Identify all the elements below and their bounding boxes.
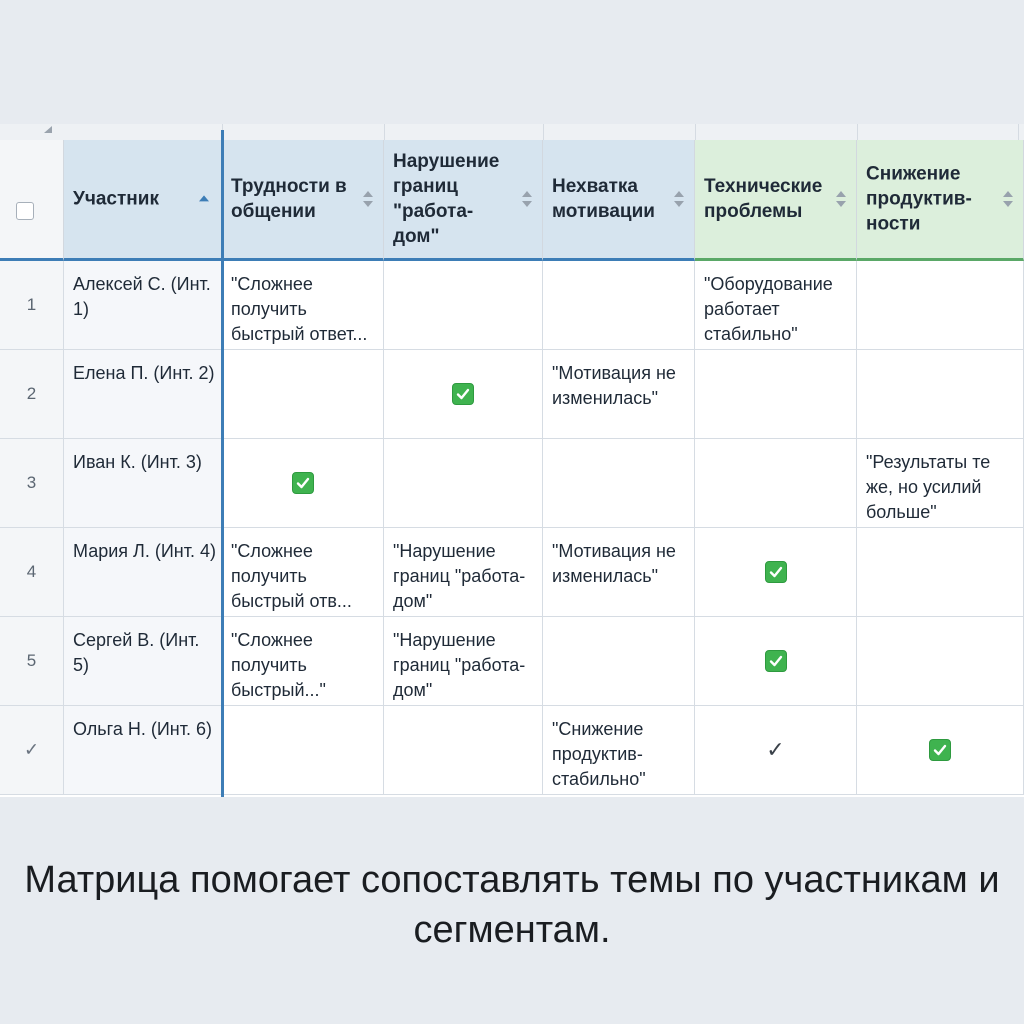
column-header-label: Технические проблемы (704, 176, 823, 222)
theme-cell-communication[interactable] (222, 350, 384, 439)
theme-cell-communication[interactable] (222, 706, 384, 795)
theme-cell-technical[interactable] (695, 617, 857, 706)
sort-icon[interactable] (836, 190, 846, 208)
theme-cell-technical[interactable] (695, 261, 857, 350)
quote-text: "Мотивация не изменилась" (552, 541, 676, 586)
theme-cell-productivity[interactable] (857, 350, 1024, 439)
column-resize-handle[interactable] (857, 124, 858, 140)
theme-cell-communication[interactable] (222, 617, 384, 706)
theme-cell-communication[interactable] (222, 261, 384, 350)
caption: Матрица помогает сопоставлять темы по участникам и сегментам. (24, 859, 1000, 951)
theme-cell-motivation[interactable] (543, 261, 695, 350)
row-number: 4 (26, 562, 37, 581)
participant-cell[interactable] (64, 617, 222, 706)
column-header-label: Снижение продуктив-ности (866, 163, 972, 235)
column-header-productivity[interactable] (857, 140, 1024, 261)
matrix-table (0, 124, 1024, 797)
participant-name: Сергей В. (Инт. 5) (73, 630, 200, 675)
select-all-checkbox[interactable] (16, 202, 34, 220)
checkmark-icon: ✓ (766, 737, 785, 762)
row-number: 1 (26, 295, 37, 314)
green-check-icon (765, 561, 787, 583)
row-number-cell[interactable] (0, 350, 64, 439)
theme-cell-boundaries[interactable] (384, 350, 543, 439)
quote-text: "Нарушение границ "работа-дом" (393, 630, 526, 700)
theme-cell-technical[interactable] (695, 528, 857, 617)
theme-cell-technical[interactable] (695, 439, 857, 528)
row-number: 3 (26, 473, 37, 492)
row-number-cell[interactable] (0, 261, 64, 350)
theme-cell-motivation[interactable] (543, 617, 695, 706)
row-number: 2 (26, 384, 37, 403)
theme-cell-boundaries[interactable] (384, 706, 543, 795)
quote-text: "Сложнее получить быстрый..." (231, 630, 326, 700)
green-check-icon (929, 739, 951, 761)
theme-cell-motivation[interactable] (543, 706, 695, 795)
column-header-label: Нехватка мотивации (552, 176, 655, 222)
theme-cell-boundaries[interactable] (384, 528, 543, 617)
theme-cell-productivity[interactable] (857, 528, 1024, 617)
column-resize-handle[interactable] (695, 124, 696, 140)
row-number-cell[interactable] (0, 528, 64, 617)
sort-icon[interactable] (363, 190, 373, 208)
sort-ascending-icon[interactable] (199, 195, 209, 201)
participant-name: Ольга Н. (Инт. 6) (73, 719, 212, 739)
participant-cell[interactable] (64, 350, 222, 439)
row-checkmark-icon: ✓ (23, 739, 40, 760)
header-corner-cell (0, 140, 64, 261)
participant-name: Мария Л. (Инт. 4) (73, 541, 216, 561)
row-number-cell[interactable] (0, 439, 64, 528)
green-check-icon (765, 650, 787, 672)
theme-cell-productivity[interactable] (857, 261, 1024, 350)
theme-cell-communication[interactable] (222, 528, 384, 617)
participant-name: Елена П. (Инт. 2) (73, 363, 215, 383)
column-header-participant[interactable] (64, 140, 222, 261)
participant-name: Алексей С. (Инт. 1) (73, 274, 211, 319)
theme-cell-boundaries[interactable] (384, 617, 543, 706)
column-header-label: Участник (73, 188, 159, 210)
theme-cell-technical[interactable] (695, 706, 857, 795)
column-header-communication[interactable] (222, 140, 384, 261)
quote-text: "Мотивация не изменилась" (552, 363, 676, 408)
quote-text: "Снижение продуктив-стабильно" (552, 719, 646, 789)
column-header-boundaries[interactable] (384, 140, 543, 261)
column-header-motivation[interactable] (543, 140, 695, 261)
theme-cell-motivation[interactable] (543, 439, 695, 528)
green-check-icon (292, 472, 314, 494)
theme-cell-motivation[interactable] (543, 350, 695, 439)
quote-text: "Нарушение границ "работа-дом" (393, 541, 526, 611)
column-resize-handle[interactable] (1018, 124, 1019, 140)
participant-cell[interactable] (64, 528, 222, 617)
frozen-column-divider[interactable] (221, 130, 224, 797)
sort-icon[interactable] (674, 190, 684, 208)
column-header-label: Нарушение границ "работа-дом" (393, 151, 500, 247)
column-resize-handle[interactable] (384, 124, 385, 140)
theme-cell-boundaries[interactable] (384, 439, 543, 528)
theme-cell-productivity[interactable] (857, 439, 1024, 528)
sort-icon[interactable] (522, 190, 532, 208)
select-all-corner-icon[interactable] (44, 126, 52, 133)
column-header-technical[interactable] (695, 140, 857, 261)
quote-text: "Сложнее получить быстрый ответ... (231, 274, 368, 344)
column-resize-strip (0, 124, 1024, 141)
participant-name: Иван К. (Инт. 3) (73, 452, 202, 472)
column-resize-handle[interactable] (543, 124, 544, 140)
theme-cell-motivation[interactable] (543, 528, 695, 617)
quote-text: "Результаты те же, но усилий больше" (866, 452, 991, 522)
quote-text: "Оборудование работает стабильно" (704, 274, 833, 344)
theme-cell-technical[interactable] (695, 350, 857, 439)
participant-cell[interactable] (64, 439, 222, 528)
theme-cell-communication[interactable] (222, 439, 384, 528)
participant-cell[interactable] (64, 261, 222, 350)
row-number-cell[interactable] (0, 706, 64, 795)
row-number-cell[interactable] (0, 617, 64, 706)
column-header-label: Трудности в общении (231, 176, 347, 222)
theme-cell-boundaries[interactable] (384, 261, 543, 350)
green-check-icon (452, 383, 474, 405)
theme-cell-productivity[interactable] (857, 706, 1024, 795)
row-number: 5 (26, 651, 37, 670)
participant-cell[interactable] (64, 706, 222, 795)
quote-text: "Сложнее получить быстрый отв... (231, 541, 352, 611)
theme-cell-productivity[interactable] (857, 617, 1024, 706)
sort-icon[interactable] (1003, 190, 1013, 208)
